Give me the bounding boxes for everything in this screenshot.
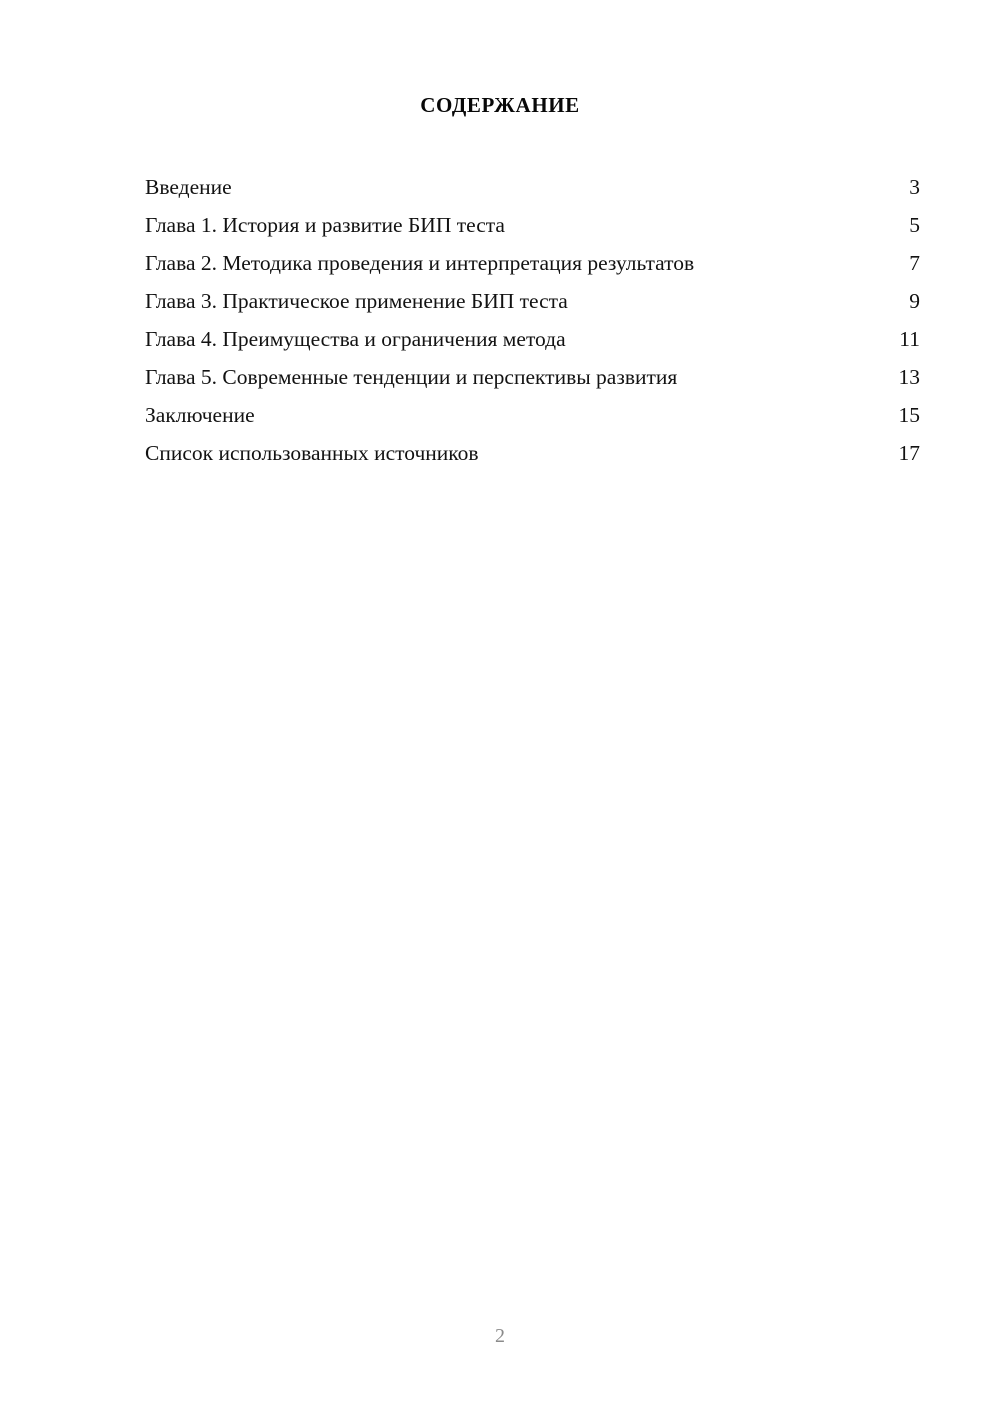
toc-entry-page-number: 11 bbox=[899, 327, 920, 351]
toc-entry-title: Глава 4. Преимущества и ограничения метода bbox=[145, 327, 566, 351]
toc-entry-page-number: 13 bbox=[898, 365, 920, 389]
toc-entry-page-number: 3 bbox=[909, 175, 920, 199]
toc-entry-title: Список использованных источников bbox=[145, 441, 479, 465]
toc-entry-page-number: 17 bbox=[898, 441, 920, 465]
toc-entry-title: Заключение bbox=[145, 403, 255, 427]
toc-entry-title: Глава 3. Практическое применение БИП теста bbox=[145, 289, 568, 313]
toc-entry[interactable] bbox=[145, 244, 920, 282]
toc-entry-page-number: 5 bbox=[909, 213, 920, 237]
toc-entry-title: Введение bbox=[145, 175, 232, 199]
toc-entry[interactable] bbox=[145, 206, 920, 244]
toc-entry-title: Глава 1. История и развитие БИП теста bbox=[145, 213, 505, 237]
table-of-contents bbox=[145, 168, 920, 472]
toc-entry[interactable] bbox=[145, 434, 920, 472]
toc-entry[interactable] bbox=[145, 320, 920, 358]
toc-entry-page-number: 15 bbox=[898, 403, 920, 427]
page-number-footer: 2 bbox=[495, 1325, 505, 1347]
toc-entry-page-number: 9 bbox=[909, 289, 920, 313]
toc-entry[interactable] bbox=[145, 396, 920, 434]
toc-entry-title: Глава 2. Методика проведения и интерпретация результатов bbox=[145, 251, 695, 275]
toc-entry[interactable] bbox=[145, 358, 920, 396]
toc-entry[interactable] bbox=[145, 282, 920, 320]
toc-entry-page-number: 7 bbox=[909, 251, 920, 275]
page-title: СОДЕРЖАНИЕ bbox=[420, 93, 580, 117]
toc-entry[interactable] bbox=[145, 168, 920, 206]
toc-entry-title: Глава 5. Современные тенденции и перспективы развития bbox=[145, 365, 678, 389]
